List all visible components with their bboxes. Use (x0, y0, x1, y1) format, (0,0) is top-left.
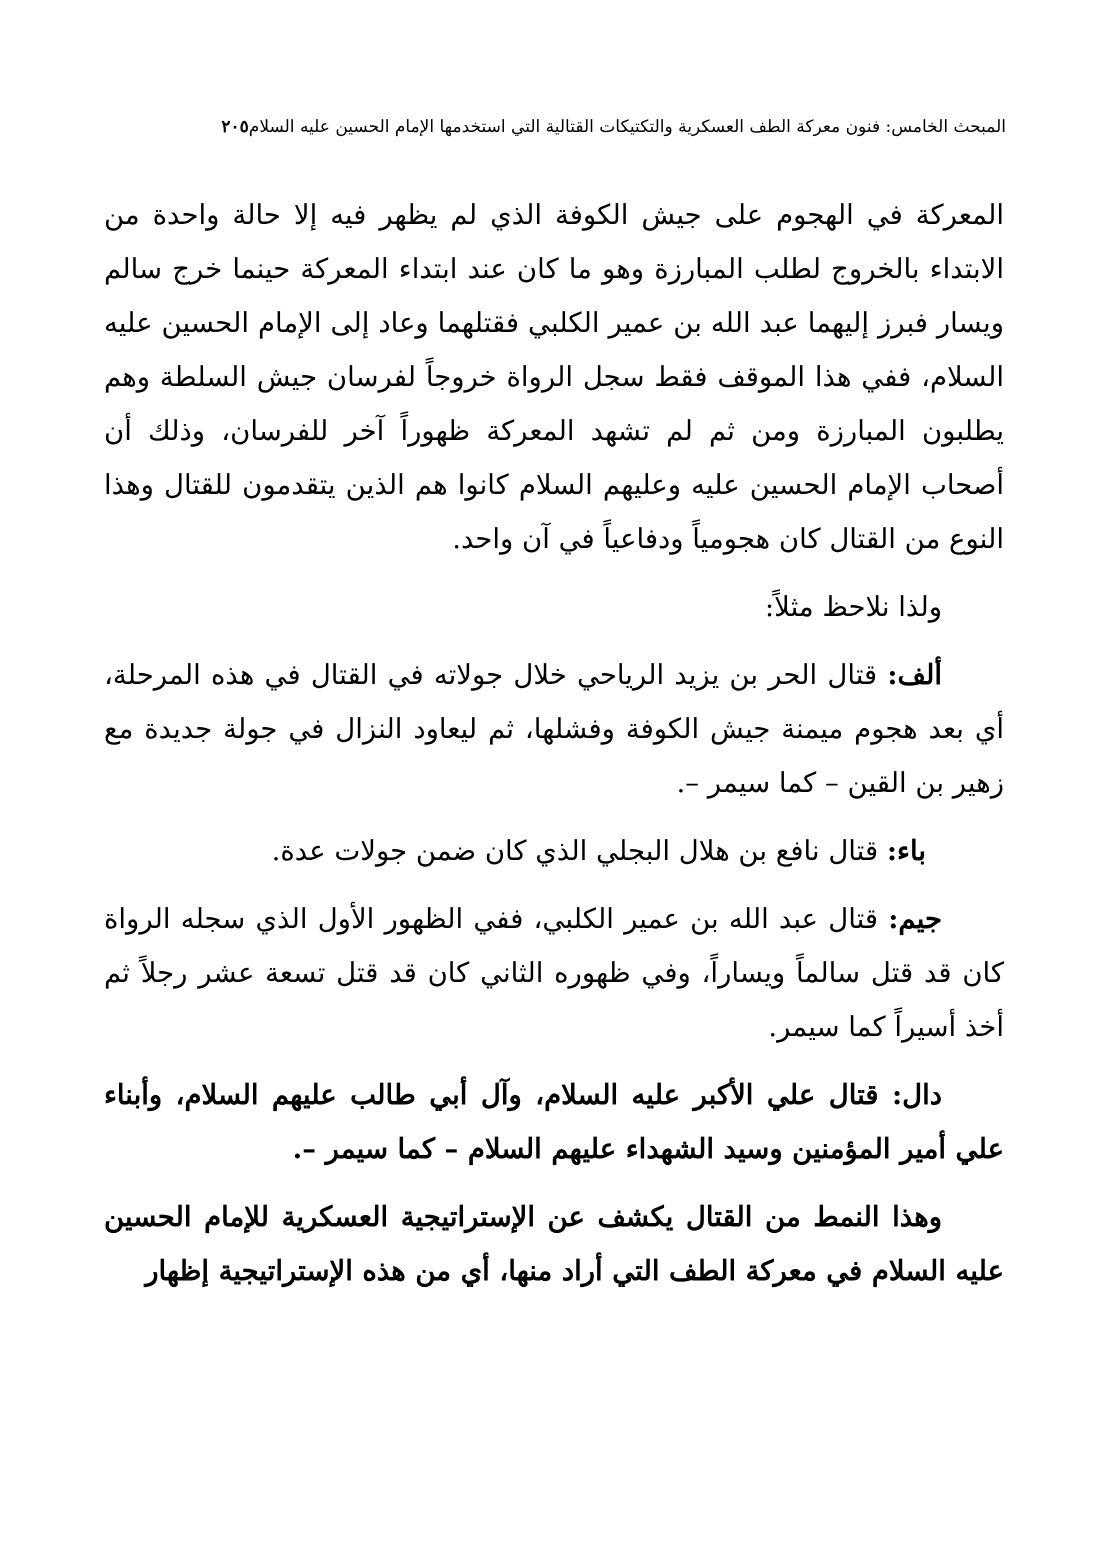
page-number: ٢٠٥ (221, 117, 249, 137)
example-text-baa: قتال نافع بن هلال البجلي الذي كان ضمن جولات عدة. (271, 835, 887, 867)
example-text-alif: قتال الحر بن يزيد الرياحي خلال جولاته في القتال في هذه المرحلة، أي بعد هجوم ميمنة جيش الكوفة وفشلها، ثم ليعاود النزال في جولة جديدة مع زهير بن القين – كما سيمر –. (104, 659, 1004, 799)
example-text-dal: قتال علي الأكبر عليه السلام، وآل أبي طالب عليهم السلام، وأبناء علي أمير المؤمنين وسيد الشهداء عليهم السلام – كما سيمر –. (104, 1079, 1004, 1165)
running-header (92, 114, 1006, 140)
example-label-baa: باء: (886, 835, 926, 867)
paragraph-example-dal (104, 1068, 1004, 1176)
paragraph-example-alif (104, 648, 1004, 810)
paragraph-battle-description: المعركة في الهجوم على جيش الكوفة الذي لم يظهر فيه إلا حالة واحدة من الابتداء بالخروج لطلب المبارزة وهو ما كان عند ابتداء المعركة حينما خرج سالم ويسار فبرز إليهما عبد الله بن عمير الكلبي فقتلهما وعاد إلى الإمام الحسين عليه السلام، ففي هذا الموقف فقط سجل الرواة خروجاً لفرسان جيش السلطة وهم يطلبون المبارزة ومن ثم لم تشهد المعركة ظهوراً آخر للفرسان، وذلك أن أصحاب الإمام الحسين عليه وعليهم السلام كانوا هم الذين يتقدمون للقتال وهذا النوع من القتال كان هجومياً ودفاعياً في آن واحد. (104, 199, 1004, 555)
page-body (104, 188, 1004, 1298)
paragraph-example-baa (104, 824, 1004, 878)
example-label-alif: ألف: (887, 659, 942, 691)
example-label-dal: دال: (891, 1079, 942, 1111)
example-label-jeem: جيم: (888, 903, 942, 935)
header-title: المبحث الخامس: فنون معركة الطف العسكرية والتكتيكات القتالية التي استخدمها الإمام الحسين عليه السلام (248, 117, 1006, 137)
paragraph-strategy: وهذا النمط من القتال يكشف عن الإستراتيجية العسكرية للإمام الحسين عليه السلام في معركة الطف التي أراد منها، أي من هذه الإستراتيجية إظهار (104, 1201, 1004, 1287)
example-text-jeem: قتال عبد الله بن عمير الكلبي، ففي الظهور الأول الذي سجله الرواة كان قد قتل سالماً ويساراً، وفي ظهوره الثاني كان قد قتل تسعة عشر رجلاً ثم أخذ أسيراً كما سيمر. (104, 903, 1004, 1043)
paragraph-examples-intro: ولذا نلاحظ مثلاً: (764, 591, 942, 623)
paragraph-example-jeem (104, 892, 1004, 1054)
